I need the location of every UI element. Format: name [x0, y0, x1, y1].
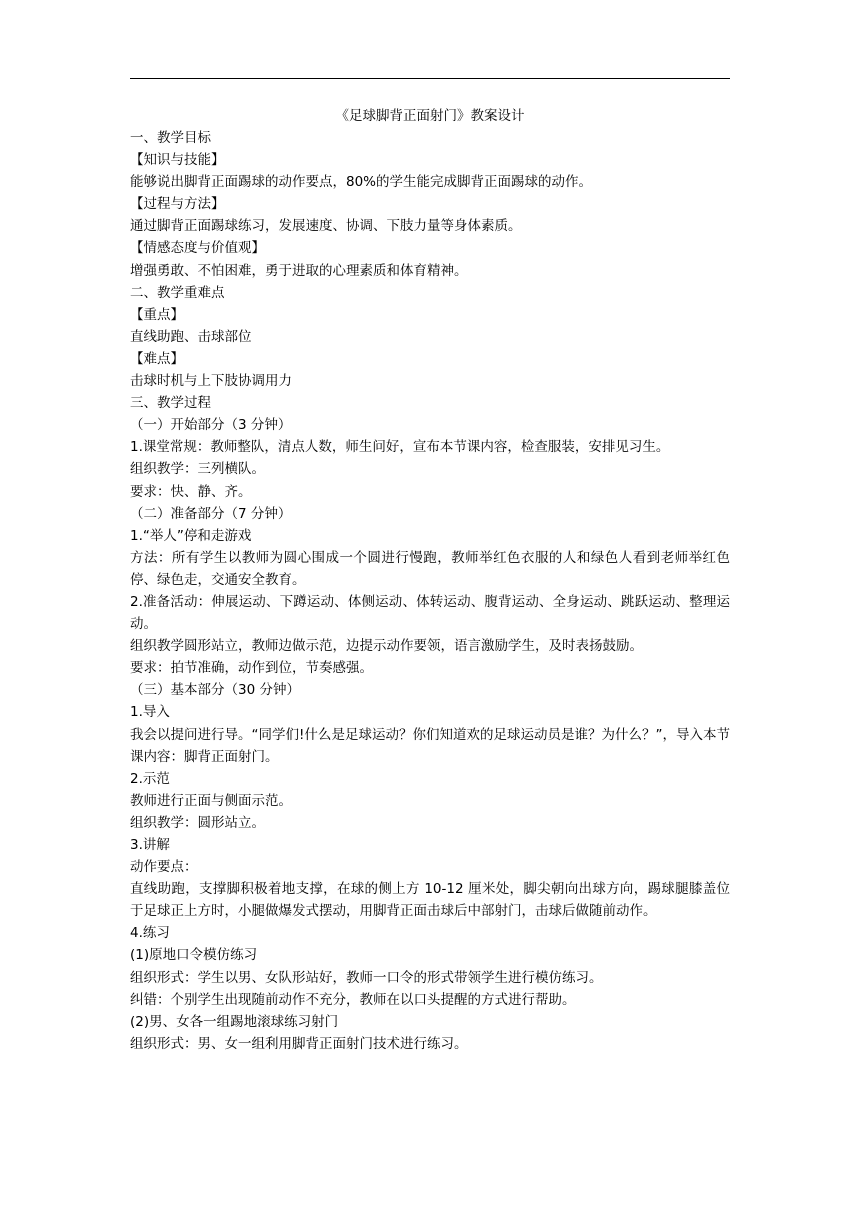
text-line: 纠错：个别学生出现随前动作不充分，教师在以口头提醒的方式进行帮助。 [130, 991, 576, 1008]
header-rule [130, 78, 730, 79]
text-line: 【知识与技能】 [130, 152, 225, 169]
document-body [130, 105, 730, 1055]
paragraph: 我会以提问进行导。“同学们!什么是足球运动？你们知道欢的足球运动员是谁？为什么？”，导入本节课内容：脚背正面射门。 [130, 726, 730, 765]
text-line: 动作要点： [130, 859, 198, 876]
text-line: (2)男、女各一组踢地滚球练习射门 [130, 1013, 339, 1030]
text-line: 增强勇敢、不怕困难，勇于进取的心理素质和体育精神。 [130, 262, 468, 279]
text-line: 能够说出脚背正面踢球的动作要点，80%的学生能完成脚背正面踢球的动作。 [130, 174, 593, 191]
text-line: 组织教学：三列横队。 [130, 461, 265, 478]
text-line: 击球时机与上下肢协调用力 [130, 373, 292, 390]
text-line: 教师进行正面与侧面示范。 [130, 792, 292, 809]
text-line: （三）基本部分（30 分钟） [130, 682, 300, 699]
text-line: 三、教学过程 [130, 395, 211, 412]
text-line: 1.课堂常规：教师整队，清点人数，师生问好，宣布本节课内容，检查服装，安排见习生。 [130, 439, 670, 456]
text-line: 1.导入 [130, 704, 170, 721]
text-line: 【情感态度与价值观】 [130, 240, 265, 257]
text-line: （二）准备部分（7 分钟） [130, 505, 292, 522]
text-line: 3.讲解 [130, 837, 170, 853]
text-line: 组织形式：学生以男、女队形站好，教师一口令的形式带领学生进行模仿练习。 [130, 969, 603, 986]
text-line: 组织教学圆形站立，教师边做示范，边提示动作要领，语言激励学生，及时表扬鼓励。 [130, 638, 643, 655]
text-line: 1.“举人”停和走游戏 [130, 527, 252, 544]
text-line: 2.示范 [130, 770, 170, 787]
text-line: 要求：拍节准确，动作到位，节奏感强。 [130, 660, 373, 677]
text-line: 直线助跑、击球部位 [130, 328, 252, 345]
text-line: 通过脚背正面踢球练习，发展速度、协调、下肢力量等身体素质。 [130, 218, 522, 235]
document-title: 《足球脚背正面射门》教案设计 [335, 108, 525, 124]
text-line: 【重点】 [130, 306, 184, 323]
paragraph: 直线助跑，支撑脚积极着地支撑，在球的侧上方 10-12 厘米处，脚尖朝向出球方向，踢球腿膝盖位于足球正上方时，小腿做爆发式摆动，用脚背正面击球后中部射门，击球后做随前动作。 [130, 881, 730, 920]
paragraph: 方法：所有学生以教师为圆心围成一个圆进行慢跑，教师举红色衣服的人和绿色人看到老师举红色停、绿色走，交通安全教育。 [130, 549, 730, 588]
text-line: 一、教学目标 [130, 130, 211, 146]
text-line: 4.练习 [130, 925, 170, 942]
text-line: 【过程与方法】 [130, 196, 225, 213]
text-line: 【难点】 [130, 350, 184, 367]
text-line: 二、教学重难点 [130, 284, 225, 301]
paragraph: 2.准备活动：伸展运动、下蹲运动、体侧运动、体转运动、腹背运动、全身运动、跳跃运动、整理运动。 [130, 593, 730, 633]
text-line: 组织形式：男、女一组利用脚背正面射门技术进行练习。 [130, 1035, 468, 1052]
text-line: 要求：快、静、齐。 [130, 483, 252, 500]
text-line: 组织教学：圆形站立。 [130, 814, 265, 831]
text-line: （一）开始部分（3 分钟） [130, 417, 292, 434]
text-line: (1)原地口令模仿练习 [130, 947, 258, 964]
